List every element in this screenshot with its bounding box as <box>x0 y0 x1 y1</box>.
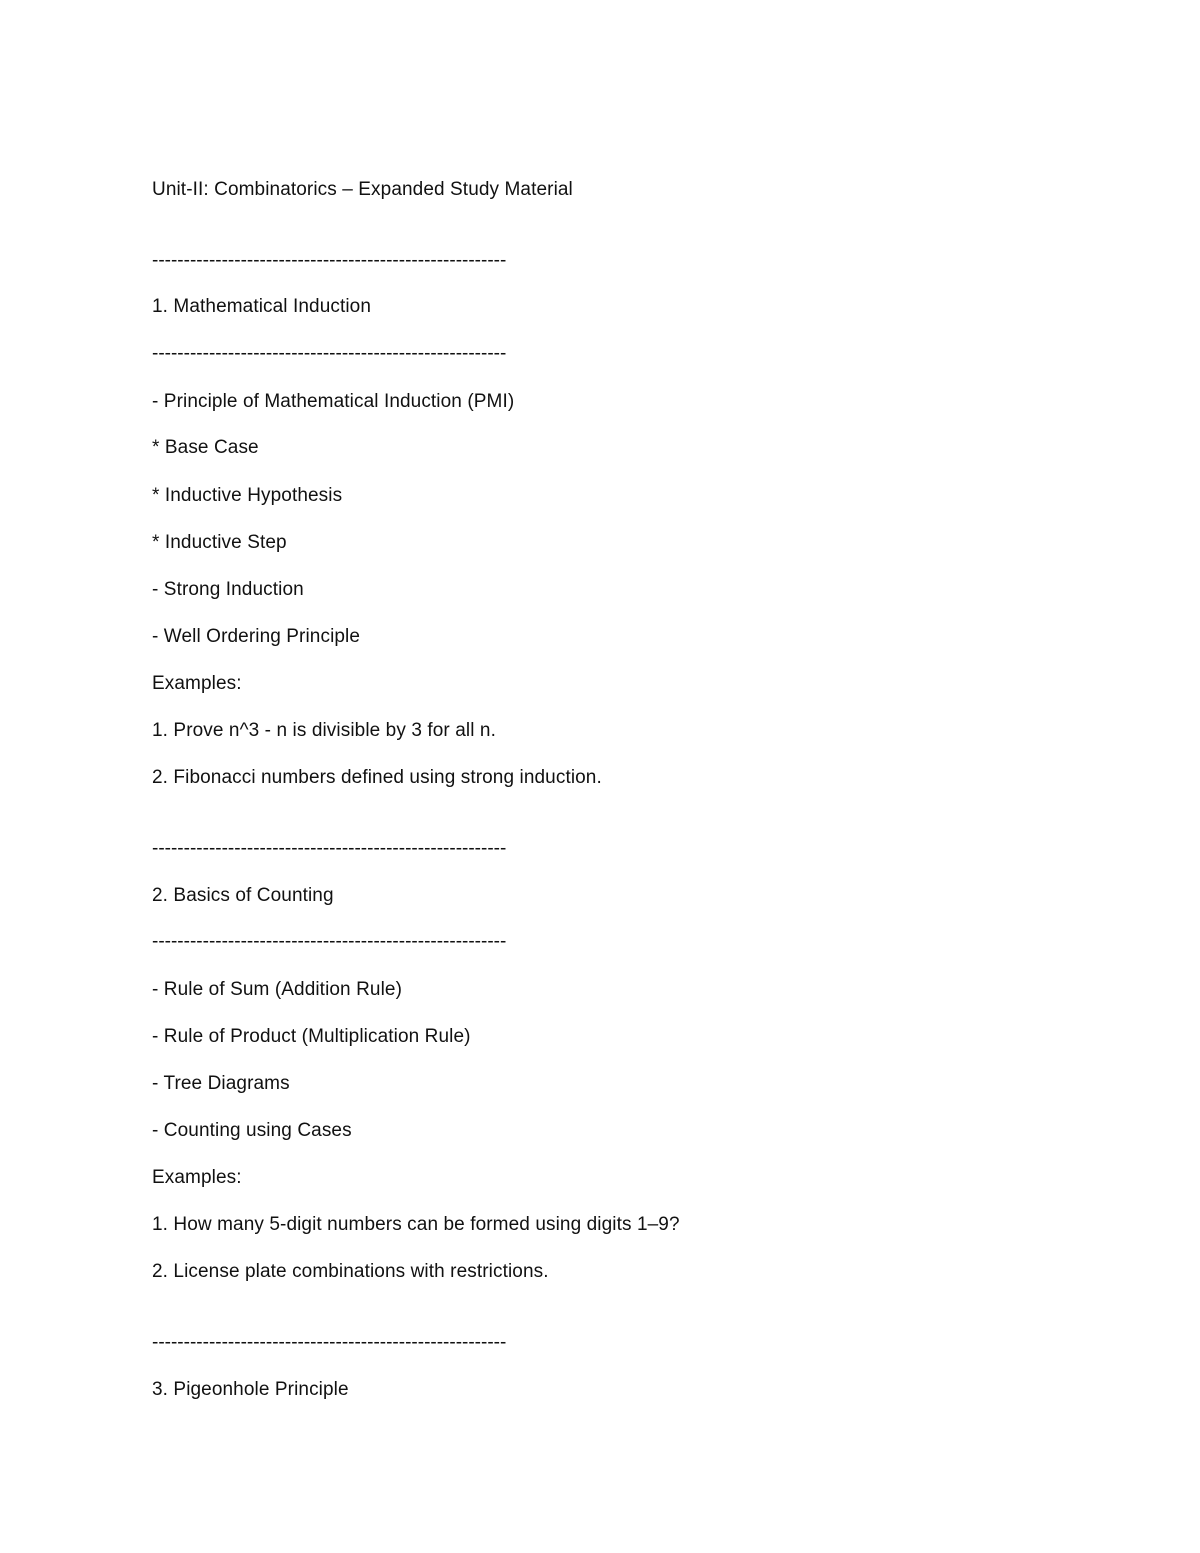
separator-line: -------------------------------------------------------- <box>152 931 507 952</box>
examples-label: Examples: <box>152 1167 242 1188</box>
list-item: - Counting using Cases <box>152 1120 352 1141</box>
examples-label: Examples: <box>152 673 242 694</box>
list-item: - Tree Diagrams <box>152 1073 290 1094</box>
separator-line: -------------------------------------------------------- <box>152 343 507 364</box>
section-heading-basics-of-counting: 2. Basics of Counting <box>152 885 334 906</box>
document-title: Unit-II: Combinatorics – Expanded Study Material <box>152 179 573 200</box>
list-item: - Principle of Mathematical Induction (PMI) <box>152 391 515 412</box>
separator-line: -------------------------------------------------------- <box>152 1332 507 1353</box>
section-heading-pigeonhole-principle: 3. Pigeonhole Principle <box>152 1379 349 1400</box>
separator-line: -------------------------------------------------------- <box>152 838 507 859</box>
list-item: * Base Case <box>152 437 259 458</box>
list-item: * Inductive Step <box>152 532 287 553</box>
example-item: 1. How many 5-digit numbers can be formed using digits 1–9? <box>152 1214 680 1235</box>
list-item: - Well Ordering Principle <box>152 626 361 647</box>
example-item: 2. Fibonacci numbers defined using strong induction. <box>152 767 602 788</box>
list-item: - Rule of Product (Multiplication Rule) <box>152 1026 471 1047</box>
separator-line: -------------------------------------------------------- <box>152 250 507 271</box>
section-heading-mathematical-induction: 1. Mathematical Induction <box>152 296 372 317</box>
example-item: 1. Prove n^3 - n is divisible by 3 for all n. <box>152 720 496 741</box>
example-item: 2. License plate combinations with restrictions. <box>152 1261 549 1282</box>
list-item: - Strong Induction <box>152 579 304 600</box>
list-item: * Inductive Hypothesis <box>152 485 343 506</box>
list-item: - Rule of Sum (Addition Rule) <box>152 979 403 1000</box>
